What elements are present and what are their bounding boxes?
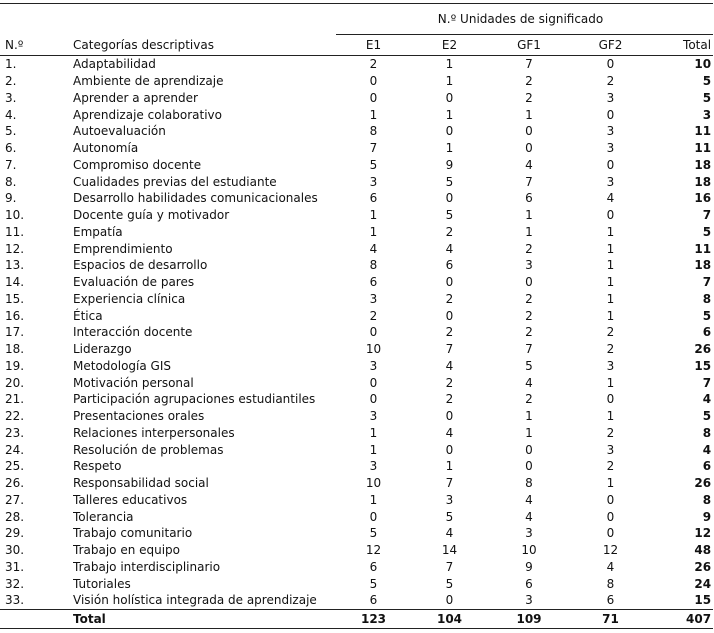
cell-category: Desarrollo habilidades comunicacionales — [73, 191, 318, 206]
table-row — [0, 106, 713, 123]
cell-total: 18 — [694, 258, 712, 273]
column-header-row — [0, 35, 713, 56]
total-label: Total — [73, 609, 336, 628]
cell-gf1: 5 — [525, 358, 533, 373]
cell-category: Liderazgo — [73, 342, 132, 357]
cell-n: 17. — [5, 325, 25, 340]
cell-n: 23. — [5, 425, 25, 440]
cell-e1: 8 — [369, 124, 378, 139]
cell-n: 32. — [5, 576, 25, 591]
cell-n: 31. — [5, 559, 25, 574]
cell-e1: 5 — [369, 576, 378, 591]
cell-category: Participación agrupaciones estudiantiles — [73, 392, 316, 407]
table-row — [0, 441, 713, 458]
cell-total: 15 — [694, 593, 712, 608]
cell-n: 14. — [5, 275, 25, 290]
cell-e2: 5 — [445, 576, 454, 591]
cell-gf2: 1 — [606, 241, 615, 256]
cell-gf2: 2 — [606, 74, 615, 89]
cell-gf1: 3 — [525, 258, 533, 273]
total-gf2: 71 — [570, 609, 651, 628]
cell-category: Ética — [73, 308, 103, 323]
cell-n: 16. — [5, 308, 25, 323]
cell-gf2: 1 — [606, 275, 615, 290]
table-row — [0, 358, 713, 375]
cell-n: 18. — [5, 342, 25, 357]
cell-e2: 5 — [445, 208, 454, 223]
cell-n: 24. — [5, 442, 25, 457]
cell-total: 7 — [702, 375, 712, 390]
cell-total: 4 — [702, 442, 712, 457]
total-total: 407 — [651, 609, 713, 628]
cell-gf1: 8 — [525, 476, 533, 491]
cell-gf2: 1 — [606, 375, 615, 390]
cell-total: 26 — [694, 559, 712, 574]
cell-e2: 5 — [445, 174, 454, 189]
cell-n: 33. — [5, 593, 25, 608]
cell-category: Interacción docente — [73, 325, 193, 340]
cell-category: Empatía — [73, 224, 123, 239]
cell-e1: 7 — [369, 141, 378, 156]
cell-e1: 10 — [365, 476, 382, 491]
cell-category: Aprendizaje colaborativo — [73, 107, 222, 122]
cell-category: Trabajo en equipo — [73, 543, 181, 558]
cell-n: 9. — [5, 191, 17, 206]
cell-gf1: 2 — [525, 392, 533, 407]
header-total: Total — [651, 35, 713, 56]
cell-e1: 0 — [369, 375, 378, 390]
cell-total: 26 — [694, 476, 712, 491]
cell-category: Responsabilidad social — [73, 476, 209, 491]
cell-e2: 2 — [445, 224, 454, 239]
cell-e2: 1 — [445, 57, 454, 72]
cell-e2: 0 — [445, 409, 454, 424]
cell-e2: 0 — [445, 90, 454, 105]
cell-e1: 4 — [369, 241, 378, 256]
cell-e2: 0 — [445, 191, 454, 206]
cell-e1: 6 — [369, 275, 378, 290]
cell-category: Tutoriales — [73, 576, 131, 591]
header-gf2: GF2 — [570, 35, 651, 56]
header-e2: E2 — [411, 35, 488, 56]
cell-e1: 0 — [369, 90, 378, 105]
cell-e2: 1 — [445, 107, 454, 122]
cell-e2: 2 — [445, 325, 454, 340]
cell-total: 6 — [702, 325, 712, 340]
cell-gf1: 4 — [525, 375, 533, 390]
cell-total: 10 — [694, 57, 712, 72]
cell-total: 18 — [694, 157, 712, 172]
cell-gf1: 4 — [525, 157, 533, 172]
table-row — [0, 173, 713, 190]
cell-gf1: 3 — [525, 526, 533, 541]
cell-gf2: 0 — [606, 208, 615, 223]
cell-category: Visión holística integrada de aprendizaje — [73, 593, 317, 608]
cell-e2: 3 — [445, 492, 454, 507]
cell-gf1: 0 — [525, 442, 533, 457]
cell-n: 21. — [5, 392, 25, 407]
cell-total: 11 — [694, 241, 712, 256]
cell-gf1: 0 — [525, 124, 533, 139]
cell-gf1: 2 — [525, 74, 533, 89]
table-body — [0, 56, 713, 610]
table-row — [0, 207, 713, 224]
cell-category: Trabajo comunitario — [73, 526, 193, 541]
cell-e1: 1 — [369, 492, 378, 507]
cell-total: 9 — [702, 509, 712, 524]
cell-n: 13. — [5, 258, 25, 273]
cell-category: Resolución de problemas — [73, 442, 224, 457]
cell-gf2: 4 — [606, 191, 615, 206]
cell-gf2: 2 — [606, 425, 615, 440]
cell-e1: 5 — [369, 526, 378, 541]
cell-gf2: 3 — [606, 358, 615, 373]
group-header-label: N.º Unidades de significado — [437, 12, 604, 26]
cell-e1: 0 — [369, 74, 378, 89]
table-row — [0, 341, 713, 358]
cell-e1: 1 — [369, 442, 378, 457]
cell-e2: 9 — [445, 157, 454, 172]
cell-gf1: 0 — [525, 459, 533, 474]
cell-e2: 1 — [445, 74, 454, 89]
cell-gf1: 6 — [525, 576, 533, 591]
cell-gf2: 0 — [606, 157, 615, 172]
table-row — [0, 257, 713, 274]
cell-gf2: 1 — [606, 258, 615, 273]
cell-n: 8. — [5, 174, 17, 189]
cell-e1: 8 — [369, 258, 378, 273]
cell-e1: 1 — [369, 425, 378, 440]
cell-e2: 7 — [445, 342, 454, 357]
cell-gf1: 1 — [525, 409, 533, 424]
cell-gf2: 3 — [606, 90, 615, 105]
cell-e1: 3 — [369, 459, 378, 474]
cell-n: 4. — [5, 107, 17, 122]
cell-e2: 1 — [445, 141, 454, 156]
cell-total: 8 — [702, 291, 712, 306]
cell-total: 5 — [702, 90, 712, 105]
cell-n: 25. — [5, 459, 25, 474]
table-row — [0, 56, 713, 73]
cell-gf2: 2 — [606, 459, 615, 474]
header-e1: E1 — [336, 35, 411, 56]
cell-gf1: 0 — [525, 275, 533, 290]
group-header-row — [0, 4, 713, 35]
cell-gf1: 2 — [525, 291, 533, 306]
table-row — [0, 374, 713, 391]
header-gf1: GF1 — [488, 35, 570, 56]
table-row — [0, 559, 713, 576]
cell-e2: 4 — [445, 526, 454, 541]
cell-e1: 3 — [369, 291, 378, 306]
cell-gf1: 1 — [525, 107, 533, 122]
cell-e1: 0 — [369, 325, 378, 340]
cell-total: 8 — [702, 492, 712, 507]
cell-category: Autoevaluación — [73, 124, 166, 139]
cell-e1: 0 — [369, 509, 378, 524]
cell-category: Evaluación de pares — [73, 275, 195, 290]
cell-gf2: 12 — [602, 543, 619, 558]
cell-gf1: 7 — [525, 174, 533, 189]
cell-category: Trabajo interdisciplinario — [73, 559, 221, 574]
cell-gf2: 8 — [606, 576, 615, 591]
cell-gf2: 1 — [606, 308, 615, 323]
table-row — [0, 73, 713, 90]
cell-e1: 3 — [369, 174, 378, 189]
cell-n: 11. — [5, 224, 25, 239]
cell-n: 10. — [5, 208, 25, 223]
cell-gf1: 1 — [525, 208, 533, 223]
cell-e1: 5 — [369, 157, 378, 172]
cell-n: 20. — [5, 375, 25, 390]
cell-e2: 2 — [445, 291, 454, 306]
table-row — [0, 391, 713, 408]
cell-total: 4 — [702, 392, 712, 407]
cell-gf1: 7 — [525, 57, 533, 72]
cell-category: Relaciones interpersonales — [73, 425, 235, 440]
cell-e2: 4 — [445, 425, 454, 440]
cell-gf1: 9 — [525, 559, 533, 574]
cell-e2: 2 — [445, 392, 454, 407]
table-row — [0, 123, 713, 140]
cell-gf1: 0 — [525, 141, 533, 156]
cell-e2: 5 — [445, 509, 454, 524]
cell-category: Compromiso docente — [73, 157, 202, 172]
table-row — [0, 492, 713, 509]
cell-gf2: 2 — [606, 342, 615, 357]
cell-category: Respeto — [73, 459, 122, 474]
cell-n: 1. — [5, 57, 17, 72]
table-row — [0, 324, 713, 341]
cell-gf1: 4 — [525, 509, 533, 524]
cell-total: 11 — [694, 124, 712, 139]
total-row — [0, 609, 713, 628]
cell-e2: 0 — [445, 308, 454, 323]
cell-n: 19. — [5, 358, 25, 373]
cell-gf2: 3 — [606, 141, 615, 156]
cell-category: Emprendimiento — [73, 241, 173, 256]
cell-category: Motivación personal — [73, 375, 194, 390]
cell-total: 16 — [694, 191, 712, 206]
cell-gf2: 0 — [606, 57, 615, 72]
cell-n: 28. — [5, 509, 25, 524]
cell-category: Talleres educativos — [73, 492, 188, 507]
table-row — [0, 307, 713, 324]
cell-gf2: 1 — [606, 476, 615, 491]
cell-e2: 1 — [445, 459, 454, 474]
cell-gf2: 1 — [606, 224, 615, 239]
table-row — [0, 542, 713, 559]
cell-gf1: 2 — [525, 308, 533, 323]
cell-n: 2. — [5, 74, 17, 89]
cell-category: Aprender a aprender — [73, 90, 198, 105]
cell-total: 5 — [702, 224, 712, 239]
table-row — [0, 458, 713, 475]
cell-gf2: 0 — [606, 509, 615, 524]
cell-e1: 1 — [369, 107, 378, 122]
cell-gf2: 0 — [606, 107, 615, 122]
cell-gf1: 2 — [525, 241, 533, 256]
cell-e1: 0 — [369, 392, 378, 407]
cell-n: 5. — [5, 124, 17, 139]
cell-gf2: 0 — [606, 526, 615, 541]
cell-e2: 4 — [445, 358, 454, 373]
cell-n: 29. — [5, 526, 25, 541]
cell-e1: 3 — [369, 409, 378, 424]
cell-total: 11 — [694, 141, 712, 156]
cell-total: 24 — [694, 576, 712, 591]
cell-n: 26. — [5, 476, 25, 491]
cell-gf2: 3 — [606, 442, 615, 457]
cell-category: Espacios de desarrollo — [73, 258, 208, 273]
cell-total: 5 — [702, 74, 712, 89]
total-gf1: 109 — [488, 609, 570, 628]
header-n: N.º — [0, 35, 73, 56]
cell-n: 15. — [5, 291, 25, 306]
cell-n: 6. — [5, 141, 17, 156]
cell-e1: 2 — [369, 57, 378, 72]
cell-category: Metodología GIS — [73, 358, 171, 373]
cell-gf1: 3 — [525, 593, 533, 608]
cell-n: 12. — [5, 241, 25, 256]
table-row — [0, 525, 713, 542]
cell-e1: 6 — [369, 593, 378, 608]
cell-e1: 6 — [369, 191, 378, 206]
cell-total: 7 — [702, 208, 712, 223]
cell-total: 15 — [694, 358, 712, 373]
cell-gf2: 0 — [606, 492, 615, 507]
cell-gf2: 3 — [606, 124, 615, 139]
table-row — [0, 240, 713, 257]
cell-gf1: 4 — [525, 492, 533, 507]
cell-total: 18 — [694, 174, 712, 189]
cell-total: 12 — [694, 526, 712, 541]
cell-gf1: 7 — [525, 342, 533, 357]
cell-total: 3 — [702, 107, 712, 122]
table-row — [0, 224, 713, 241]
cell-n: 30. — [5, 543, 25, 558]
data-table — [0, 3, 713, 629]
cell-n: 22. — [5, 409, 25, 424]
table-row — [0, 508, 713, 525]
cell-e1: 3 — [369, 358, 378, 373]
cell-category: Ambiente de aprendizaje — [73, 74, 224, 89]
table-row — [0, 157, 713, 174]
cell-e1: 6 — [369, 559, 378, 574]
table-row — [0, 575, 713, 592]
cell-total: 8 — [702, 425, 712, 440]
table-row — [0, 140, 713, 157]
table-row — [0, 274, 713, 291]
cell-gf1: 1 — [525, 425, 533, 440]
cell-total: 5 — [702, 409, 712, 424]
cell-gf1: 2 — [525, 90, 533, 105]
cell-gf2: 6 — [606, 593, 615, 608]
cell-category: Cualidades previas del estudiante — [73, 174, 277, 189]
cell-gf2: 2 — [606, 325, 615, 340]
cell-e1: 2 — [369, 308, 378, 323]
cell-gf1: 1 — [525, 224, 533, 239]
cell-gf2: 1 — [606, 291, 615, 306]
total-e1: 123 — [336, 609, 411, 628]
cell-e1: 10 — [365, 342, 382, 357]
cell-total: 6 — [702, 459, 712, 474]
cell-e2: 0 — [445, 593, 454, 608]
cell-total: 26 — [694, 342, 712, 357]
cell-e2: 7 — [445, 559, 454, 574]
cell-gf1: 6 — [525, 191, 533, 206]
cell-n: 27. — [5, 492, 25, 507]
cell-category: Docente guía y motivador — [73, 208, 230, 223]
table-row — [0, 190, 713, 207]
cell-n: 3. — [5, 90, 17, 105]
cell-total: 48 — [694, 543, 712, 558]
group-header-cell — [336, 4, 713, 35]
cell-gf1: 10 — [521, 543, 537, 558]
cell-n: 7. — [5, 157, 17, 172]
cell-e2: 4 — [445, 241, 454, 256]
table-row — [0, 291, 713, 308]
table-row — [0, 592, 713, 609]
cell-e2: 14 — [441, 543, 458, 558]
cell-gf1: 2 — [525, 325, 533, 340]
cell-total: 7 — [702, 275, 712, 290]
cell-category: Autonomía — [73, 141, 139, 156]
cell-category: Tolerancia — [73, 509, 134, 524]
cell-e2: 0 — [445, 275, 454, 290]
table-row — [0, 475, 713, 492]
table-row — [0, 408, 713, 425]
cell-gf2: 0 — [606, 392, 615, 407]
cell-e2: 6 — [445, 258, 454, 273]
total-e2: 104 — [411, 609, 488, 628]
table-row — [0, 425, 713, 442]
table-row — [0, 90, 713, 107]
cell-e1: 12 — [365, 543, 382, 558]
cell-gf2: 4 — [606, 559, 615, 574]
cell-total: 5 — [702, 308, 712, 323]
cell-gf2: 1 — [606, 409, 615, 424]
cell-category: Adaptabilidad — [73, 57, 156, 72]
cell-category: Experiencia clínica — [73, 291, 186, 306]
cell-category: Presentaciones orales — [73, 409, 205, 424]
cell-e2: 7 — [445, 476, 454, 491]
cell-e2: 0 — [445, 442, 454, 457]
header-category: Categorías descriptivas — [73, 35, 336, 56]
cell-e2: 2 — [445, 375, 454, 390]
cell-e1: 1 — [369, 208, 378, 223]
cell-e2: 0 — [445, 124, 454, 139]
cell-gf2: 3 — [606, 174, 615, 189]
cell-e1: 1 — [369, 224, 378, 239]
